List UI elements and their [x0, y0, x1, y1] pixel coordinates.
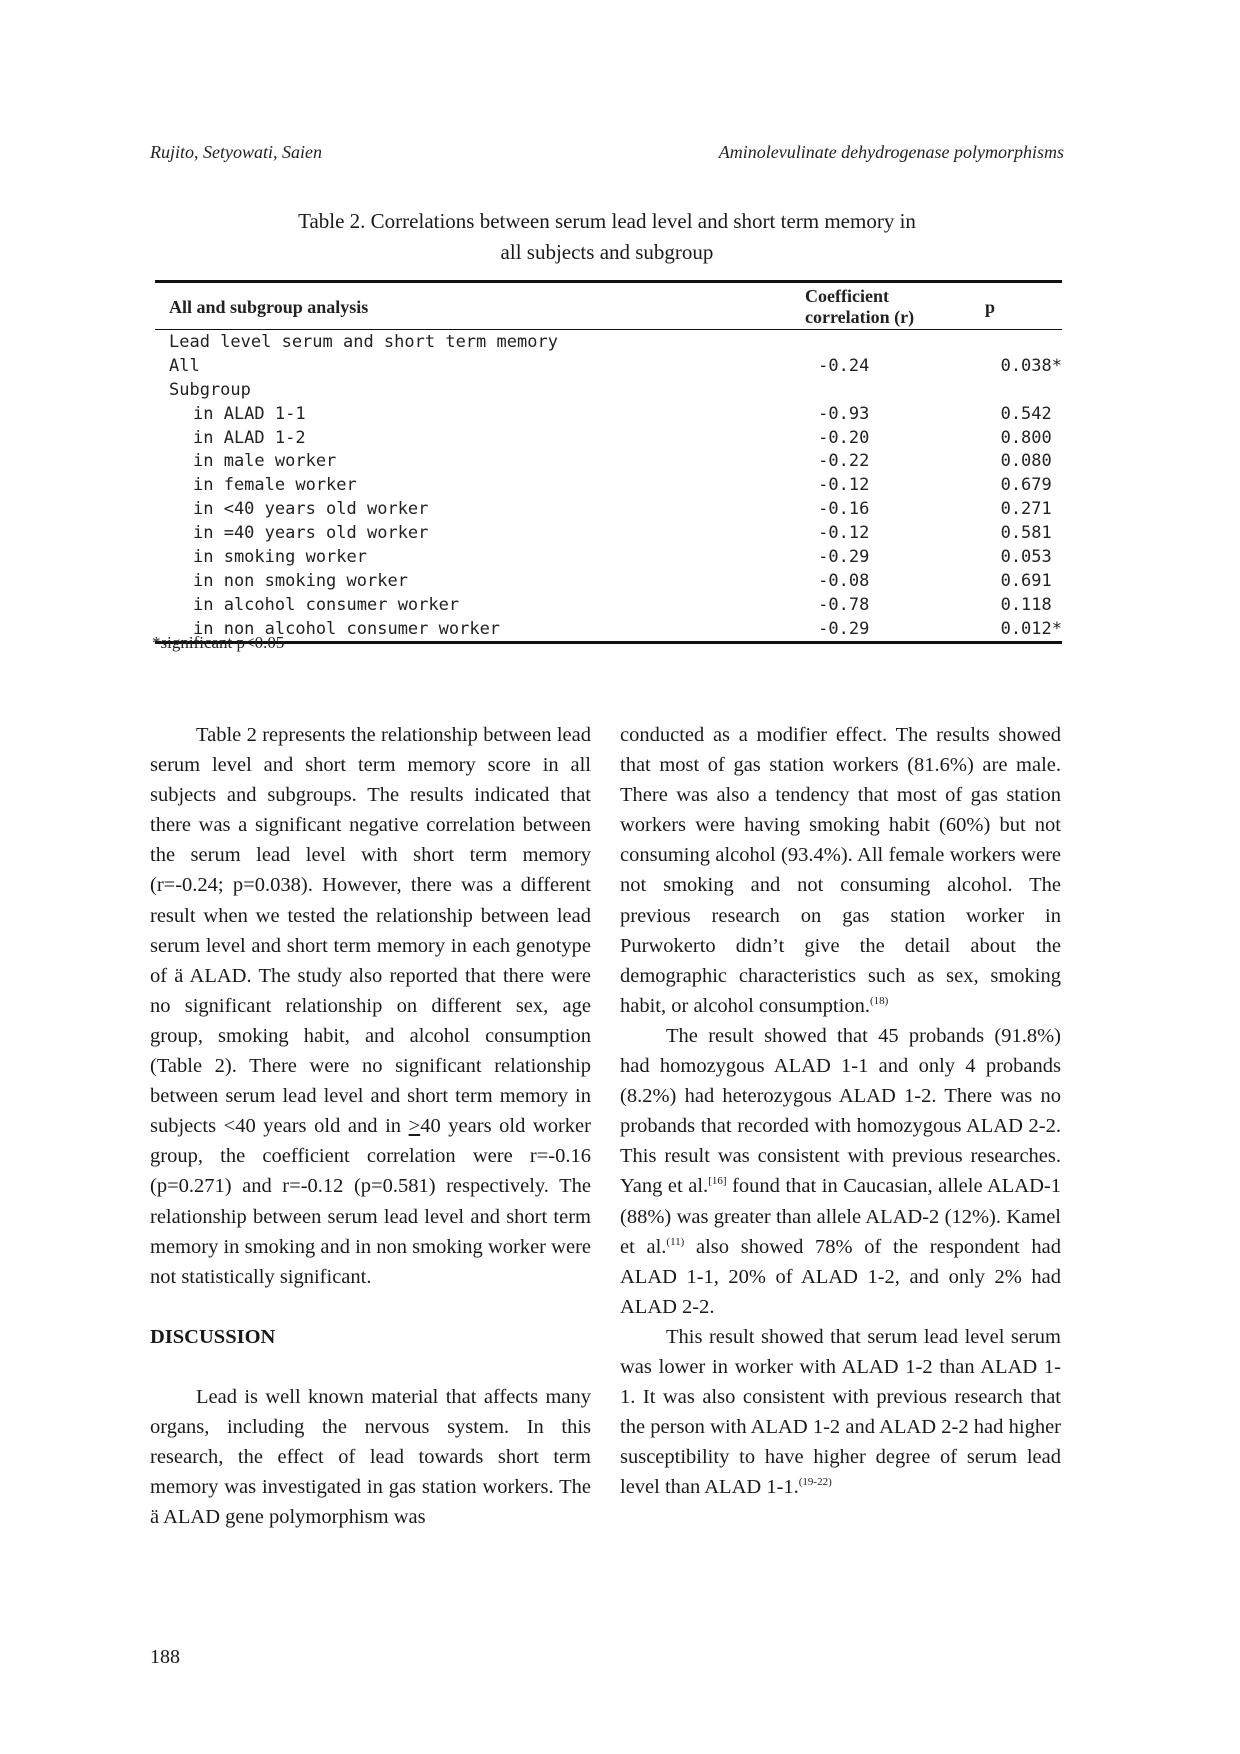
row-p-value: 0.080: [1000, 451, 1052, 472]
row-label: in <40 years old worker: [193, 499, 429, 520]
row-label: All: [169, 355, 200, 376]
row-p-value: 0.679: [1000, 475, 1052, 496]
column-header-analysis: All and subgroup analysis: [169, 296, 369, 317]
row-label: in female worker: [193, 475, 357, 496]
row-p-value: 0.800: [1000, 427, 1052, 448]
row-r-value: -0.12: [818, 523, 870, 544]
table-bottom-rule: [155, 641, 1062, 644]
continued-paragraph: conducted as a modifier effect. The results showed that most of gas station workers (81.6%) are male. There was also a tendency that most of gas station workers were having smoking habit (60%) but not consuming alcohol (93.4%). All female workers were not smoking and not consuming alcohol. The previous research on gas station worker in Purwokerto didn’t give the detail about the demographic characteristics such as sex, smoking habit, or alcohol consumption.$^{(18)}$: [620, 724, 1061, 1017]
row-label: in non alcohol consumer worker: [193, 618, 501, 639]
left-text-column: [150, 720, 591, 1532]
correlation-table: [155, 280, 1062, 644]
row-label: in ALAD 1-2: [193, 427, 306, 448]
row-r-value: -0.29: [818, 618, 870, 639]
table-row: [155, 330, 1062, 354]
row-p-value: 0.271: [1000, 499, 1052, 520]
row-p-value: 0.118: [1000, 594, 1052, 615]
row-p-value: 0.691: [1000, 570, 1052, 591]
table-caption: [150, 206, 1064, 268]
right-text-column: [620, 720, 1061, 1502]
running-head-authors: Rujito, Setyowati, Saien: [150, 142, 322, 162]
discussion-heading: DISCUSSION: [150, 1325, 276, 1348]
row-p-value: 0.053: [1000, 546, 1052, 567]
row-label: in alcohol consumer worker: [193, 594, 460, 615]
table-row: [155, 545, 1062, 569]
table-footnote: *significant p<0.05: [152, 633, 285, 652]
row-r-value: -0.22: [818, 451, 870, 472]
table-row: [155, 521, 1062, 545]
row-p-value: 0.542: [1000, 403, 1052, 424]
row-p-value: 0.012*: [1000, 618, 1062, 639]
row-r-value: -0.24: [818, 355, 870, 376]
row-p-value: 0.038*: [1000, 355, 1062, 376]
citation-ref: (18): [869, 995, 889, 1008]
citation-ref: [16]: [708, 1175, 727, 1188]
results-paragraph: Table 2 represents the relationship between lead serum level and short term memory score in all subjects and subgroups. The results indicated that there was a significant negative correlation between the serum lead level with short term memory (r=-0.24; p=0.038). However, there was a different result when we tested the relationship between lead serum level and short term memory in each genotype of ä ALAD. The study also reported that there were no significant relationship on different sex, age group, smoking habit, and alcohol consumption (Table 2). There were no significant relationship between serum lead level and short term memory in subjects <40 years old and in >40 years old worker group, the coefficient correlation were r=-0.16 (p=0.271) and r=-0.12 (p=0.581) respectively. The relationship between serum lead level and short term memory in smoking and in non smoking worker were not statistically significant.: [150, 724, 591, 1288]
page-number: 188: [150, 1646, 180, 1668]
section-label: Lead level serum and short term memory: [169, 331, 558, 352]
table-row: [155, 378, 1062, 402]
row-p-value: 0.581: [1000, 523, 1052, 544]
table-row: [155, 426, 1062, 450]
row-label: in smoking worker: [193, 546, 367, 567]
citation-ref: (11): [666, 1235, 685, 1248]
row-label: in =40 years old worker: [193, 523, 429, 544]
row-label: in ALAD 1-1: [193, 403, 306, 424]
row-r-value: -0.29: [818, 546, 870, 567]
citation-ref: (19-22): [798, 1476, 832, 1489]
genotype-paragraph: The result showed that 45 probands (91.8%) had homozygous ALAD 1-1 and only 4 probands (8.2%) had heterozygous ALAD 1-2. There was no probands that recorded with homozygous ALAD 2-2. This result was consistent with previous researches. Yang et al.[16] found that in Caucasian, allele ALAD-1 (88%) was greater than allele ALAD-2 (12%). Kamel et al.$^{(11)}$ also showed 78% of the respondent had ALAD 1-1, 20% of ALAD 1-2, and only 2% had ALAD 2-2.: [620, 1024, 1061, 1318]
serum-lead-paragraph: This result showed that serum lead level serum was lower in worker with ALAD 1-2 than ALAD 1-1. It was also consistent with previous research that the person with ALAD 1-2 and ALAD 2-2 had higher susceptibility to have higher degree of serum lead level than ALAD 1-1.$^{(19-22)}$: [620, 1325, 1061, 1499]
table-row: [155, 354, 1062, 378]
row-label: in male worker: [193, 451, 337, 472]
row-r-value: -0.20: [818, 427, 870, 448]
table-caption-line-1: Table 2. Correlations between serum lead level and short term memory in: [298, 209, 916, 233]
table-caption-line-2: all subjects and subgroup: [500, 240, 714, 264]
table-header-row: [155, 283, 1062, 329]
row-r-value: -0.12: [818, 475, 870, 496]
table-row: [155, 497, 1062, 521]
table-row: [155, 473, 1062, 497]
table-body: [155, 283, 1062, 329]
subgroup-label: Subgroup: [169, 379, 251, 400]
table-row: [155, 617, 1062, 641]
column-header-p: p: [985, 296, 996, 317]
row-label: in non smoking worker: [193, 570, 408, 591]
greater-equal-sign: >: [408, 1115, 421, 1138]
table-row: [155, 569, 1062, 593]
running-head-title: Aminolevulinate dehydrogenase polymorphisms: [718, 142, 1064, 162]
row-r-value: -0.16: [818, 499, 870, 520]
row-r-value: -0.08: [818, 570, 870, 591]
row-r-value: -0.93: [818, 403, 870, 424]
column-header-coefficient: Coefficient correlation (r): [805, 286, 915, 327]
table-row: [155, 402, 1062, 426]
row-r-value: -0.78: [818, 594, 870, 615]
table-row: [155, 593, 1062, 617]
discussion-paragraph: Lead is well known material that affects many organs, including the nervous system. In this research, the effect of lead towards short term memory was investigated in gas station workers. The ä ALAD gene polymorphism was: [150, 1385, 591, 1529]
table-row: [155, 449, 1062, 473]
